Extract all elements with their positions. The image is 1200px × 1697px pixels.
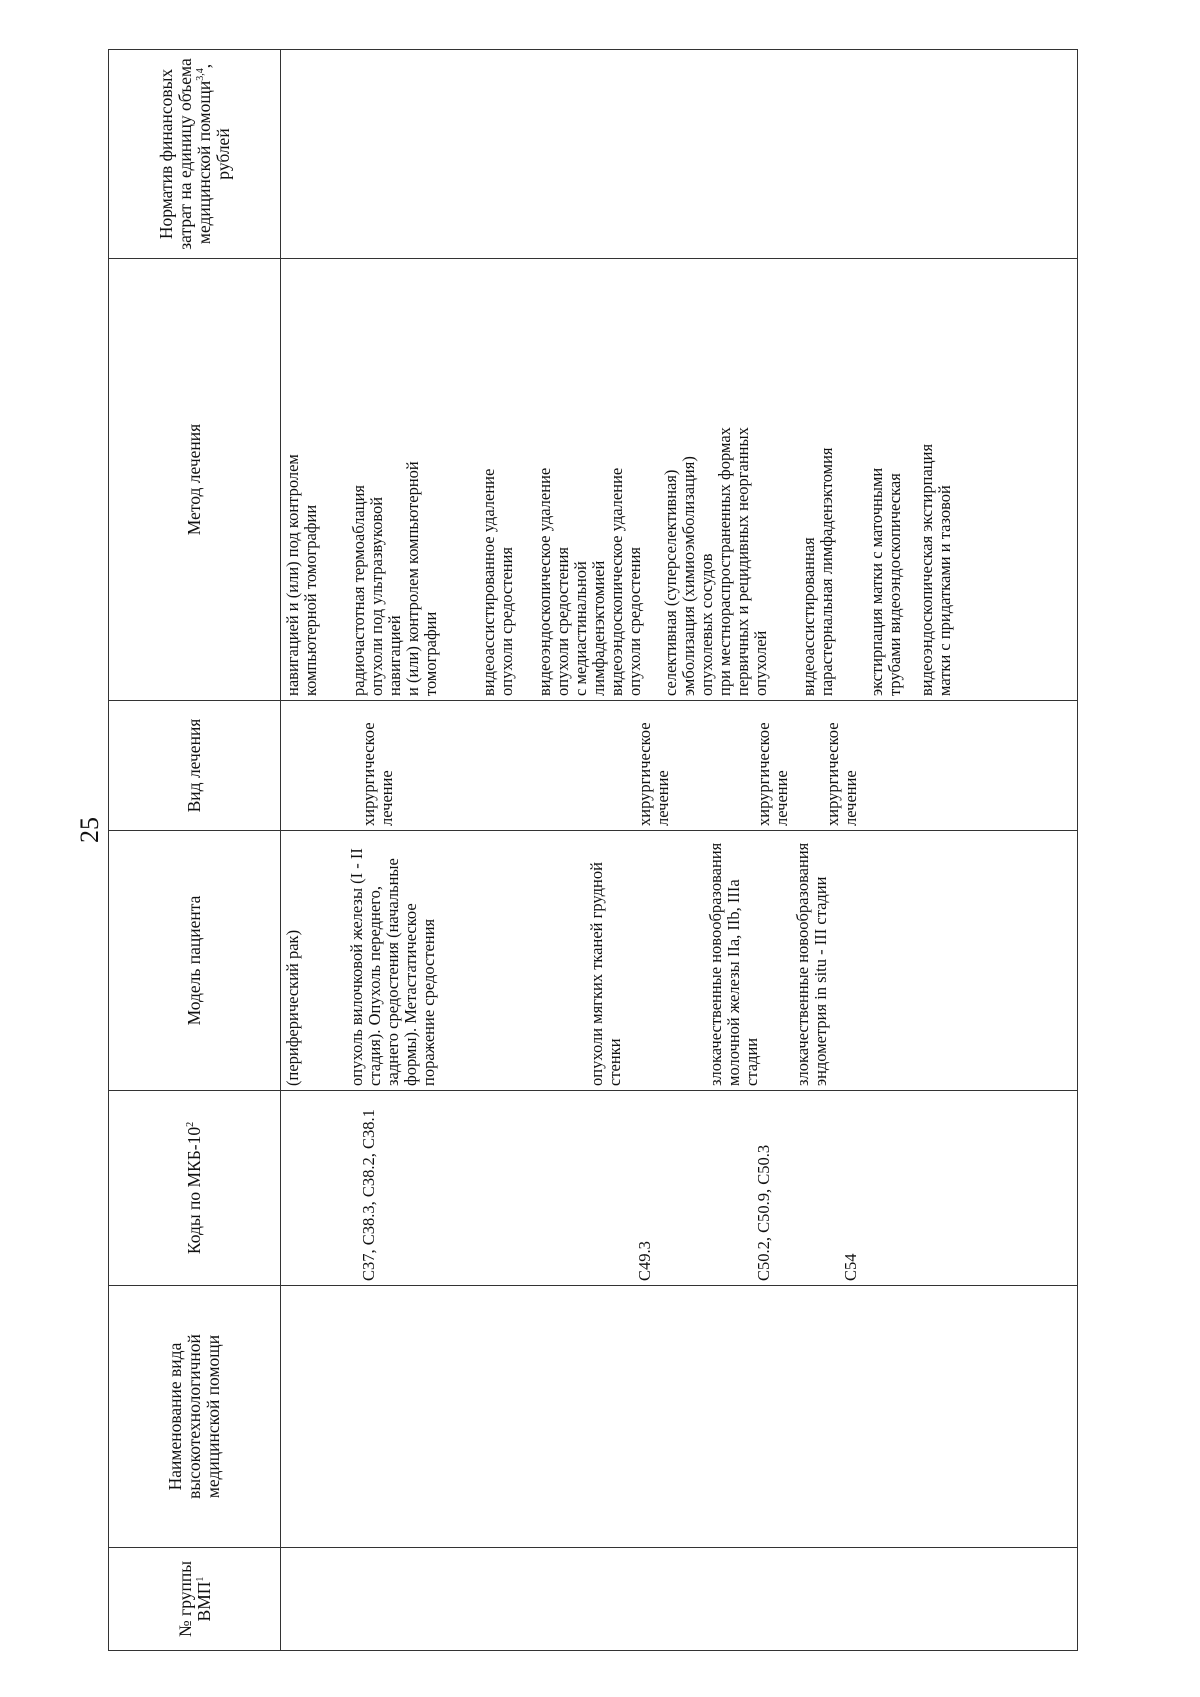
table-row [281, 50, 1078, 1651]
method-1b-line-2: опухоли средостения [497, 546, 516, 696]
method-2-line-6: опухолей [751, 630, 770, 696]
method-1a-line-3: навигацией [385, 615, 404, 696]
cell-method [281, 259, 1078, 701]
method-0-line-2: компьютерной томографии [301, 504, 320, 696]
method-1c-line-5: видеоэндоскопическое удаление [607, 467, 626, 696]
method-1b-line-1: видеоассистированное удаление [479, 468, 498, 696]
method-4a-line-2: трубами видеоэндоскопическая [885, 473, 904, 696]
model-1: опухоль вилочковой железы (I - II стадия). Опухоль переднего, заднего средостения (начальные формы). Метастатическое поражение средостения [347, 848, 438, 1086]
page-number: 25 [75, 817, 104, 843]
cell-treatment [281, 701, 1078, 831]
method-1c-line-6: опухоли средостения [625, 546, 644, 696]
codes-4: C54 [841, 1253, 860, 1281]
header-row [109, 50, 281, 1651]
method-1c-line-4: лимфаденэктомией [589, 560, 608, 696]
method-1c-line-3: с медиастинальной [571, 561, 590, 696]
cell-cost [281, 50, 1078, 259]
model-3: злокачественные новообразования молочной железы IIa, IIb, IIIa стадии [706, 842, 761, 1086]
treatment-4: хирургическое лечение [823, 722, 860, 826]
model-2: опухоли мягких тканей грудной стенки [587, 862, 624, 1086]
method-3-line-1: видеоассистированная [799, 537, 818, 696]
header-treatment-type: Вид лечения [109, 701, 281, 831]
treatment-2: хирургическое лечение [635, 722, 672, 826]
method-1c-line-1: видеоэндоскопическое удаление [535, 467, 554, 696]
method-3-line-2: парастернальная лимфаденэктомия [817, 447, 836, 696]
treatment-3: хирургическое лечение [754, 722, 791, 826]
method-4b-line-2: матки с придатками и тазовой [935, 485, 954, 696]
method-1c-line-2: опухоли средостения [553, 546, 572, 696]
model-0: (периферический рак) [283, 929, 302, 1086]
method-2-line-2: эмболизация (химиоэмболизация) [679, 456, 698, 696]
codes-3: C50.2, C50.9, C50.3 [754, 1144, 773, 1281]
cell-name [281, 1286, 1078, 1548]
method-2-line-4: при местнораспространенных формах [715, 427, 734, 696]
method-1a-line-5: томографии [421, 611, 440, 696]
cell-group-no [281, 1548, 1078, 1651]
table-wrapper [108, 50, 1078, 1651]
codes-1: C37, C38.3, C38.2, C38.1 [359, 1109, 378, 1281]
header-cost: Норматив финансовых затрат на единицу объема медицинской помощи$^{3,4}$, рублей [109, 50, 281, 259]
model-4: злокачественные новообразования эндометрия in situ - III стадии [793, 842, 830, 1086]
treatment-1: хирургическое лечение [359, 722, 396, 826]
header-name: Наименование вида высокотехнологичной медицинской помощи [109, 1286, 281, 1548]
vmp-table [108, 49, 1078, 1651]
header-group-no: № группы ВМП$^1$ [109, 1548, 281, 1651]
method-2-line-1: селективная (суперселективная) [661, 469, 680, 696]
method-4a-line-1: экстирпация матки с маточными [867, 467, 886, 696]
method-2-line-5: первичных и рецидивных неорганных [733, 427, 752, 696]
method-0-line-1: навигацией и (или) под контролем [283, 454, 302, 696]
method-4b-line-1: видеоэндоскопическая экстирпация [917, 443, 936, 696]
header-model: Модель пациента [109, 831, 281, 1091]
cell-model [281, 831, 1078, 1091]
method-1a-line-4: и (или) контролем компьютерной [403, 461, 422, 696]
method-1a-line-1: радиочастотная термоаблация [349, 484, 368, 696]
method-2-line-3: опухолевых сосудов [697, 553, 716, 696]
codes-2: C49.3 [635, 1241, 654, 1281]
method-1a-line-2: опухоли под ультразвуковой [367, 496, 386, 696]
header-method: Метод лечения [109, 259, 281, 701]
cell-codes [281, 1091, 1078, 1286]
header-codes: Коды по МКБ-$10^2$ [109, 1091, 281, 1286]
